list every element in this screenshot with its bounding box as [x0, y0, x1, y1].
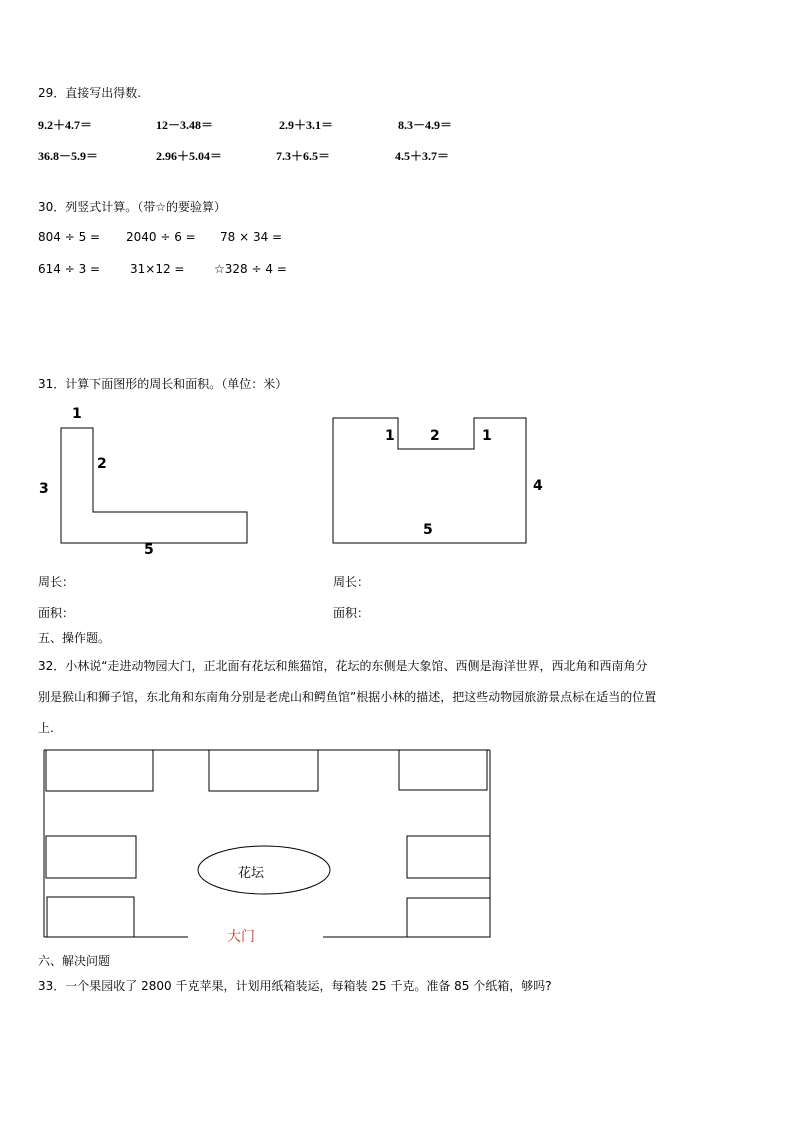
q32-text-line: 上. [38, 721, 54, 735]
l-shape-figure [61, 428, 247, 543]
q29-expr: 7.3＋6.5＝ [276, 149, 331, 163]
q32-text-line: 别是猴山和狮子馆，东北角和东南角分别是老虎山和鳄鱼馆”根据小林的描述，把这些动物园旅游景点标在适当的位置 [38, 690, 657, 704]
l-shape-top-label: 1 [72, 406, 82, 422]
notch-right-label: 1 [482, 428, 492, 444]
perimeter-label: 周长： [333, 575, 370, 589]
l-shape-inner-label: 2 [97, 456, 107, 472]
q29-expr: 8.3－4.9＝ [398, 118, 453, 132]
q29-expr: 4.5＋3.7＝ [395, 149, 450, 163]
zoo-box-west[interactable] [46, 836, 136, 878]
area-label: 面积： [38, 606, 75, 620]
zoo-box-east[interactable] [407, 836, 490, 878]
zoo-box-southeast[interactable] [407, 898, 490, 937]
q33-text: 33．一个果园收了 2800 千克苹果，计划用纸箱装运，每箱装 25 千克。准备 85 个纸箱，够吗? [38, 979, 552, 993]
rectangle-bottom-label: 5 [423, 522, 433, 538]
zoo-box-northeast[interactable] [399, 750, 487, 790]
q30-expr: 614 ÷ 3 = [38, 262, 101, 276]
q29-title: 29．直接写出得数. [38, 86, 142, 100]
rectangle-right-label: 4 [533, 478, 543, 494]
l-shape-bottom-label: 5 [144, 542, 154, 558]
q30-expr: 804 ÷ 5 = [38, 230, 101, 244]
section-heading: 五、操作题。 [38, 631, 111, 645]
q30-title: 30．列竖式计算。（带☆的要验算） [38, 200, 227, 214]
q31-title: 31．计算下面图形的周长和面积。（单位：米） [38, 377, 288, 391]
zoo-box-southwest[interactable] [47, 897, 134, 937]
q29-expr: 2.9＋3.1＝ [279, 118, 334, 132]
zoo-box-northwest[interactable] [46, 750, 153, 791]
q30-expr: 31×12 = [130, 262, 185, 276]
q29-expr: 12－3.48＝ [156, 118, 214, 132]
q29-expr: 36.8－5.9＝ [38, 149, 99, 163]
zoo-map [44, 750, 490, 937]
l-shape-left-label: 3 [39, 481, 49, 497]
q32-text-line: 32．小林说“走进动物园大门，正北面有花坛和熊猫馆，花坛的东侧是大象馆、西侧是海洋世界，西北角和西南角分 [38, 659, 648, 673]
q30-expr: ☆328 ÷ 4 = [214, 262, 287, 276]
section-heading: 六、解决问题 [38, 954, 111, 968]
q30-expr: 78 × 34 = [220, 230, 283, 244]
flower-bed-label: 花坛 [238, 866, 265, 881]
q29-expr: 2.96＋5.04＝ [156, 149, 223, 163]
gate-label: 大门 [227, 929, 255, 945]
q30-expr: 2040 ÷ 6 = [126, 230, 196, 244]
perimeter-label: 周长： [38, 575, 75, 589]
notch-left-label: 1 [385, 428, 395, 444]
q29-expr: 9.2＋4.7＝ [38, 118, 93, 132]
area-label: 面积： [333, 606, 370, 620]
notch-mid-label: 2 [430, 428, 440, 444]
zoo-box-north[interactable] [209, 750, 318, 791]
